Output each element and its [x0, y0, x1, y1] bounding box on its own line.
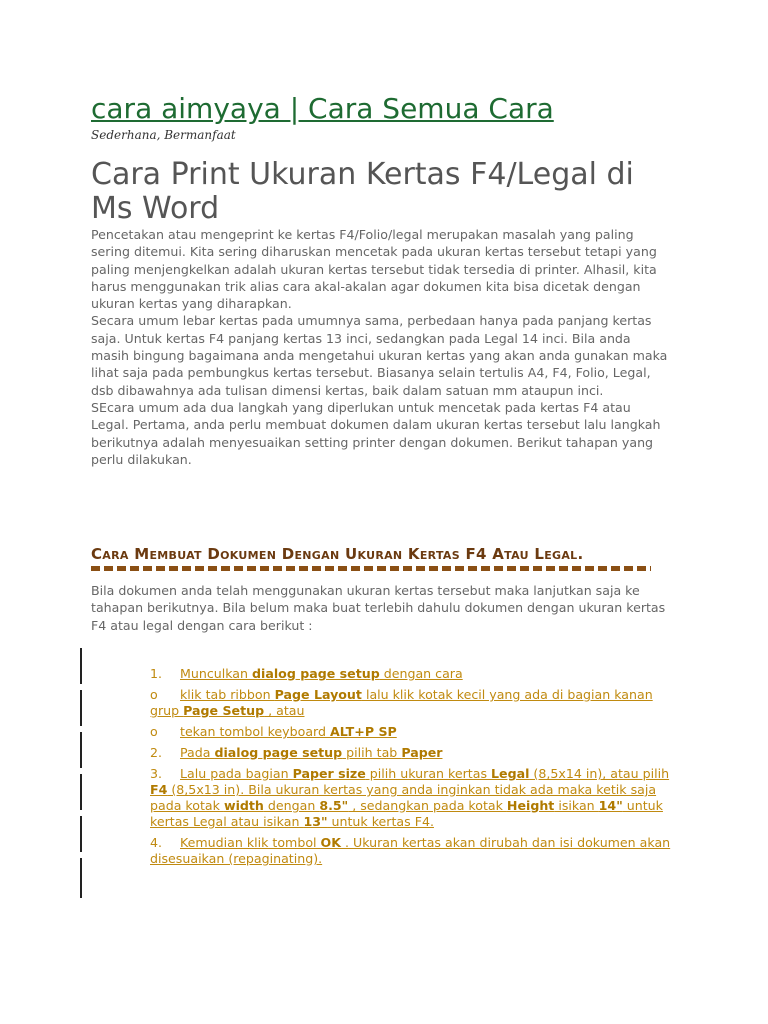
- list-text: , sedangkan pada kotak: [348, 798, 507, 813]
- list-item[interactable]: [150, 745, 680, 761]
- paragraph: Bila dokumen anda telah menggunakan ukuran kertas tersebut maka lanjutkan saja ke tahapan berikutnya. Bila belum maka buat terlebih dahulu dokumen dengan ukuran kertas F4 atau legal dengan cara berikut :: [91, 583, 666, 633]
- list-text: Kemudian klik tombol: [180, 835, 321, 850]
- list-text: lalu klik kotak kecil yang ada di bagian kanan grup: [150, 687, 653, 718]
- vertical-bar: [80, 648, 82, 684]
- list-text: tekan tombol keyboard: [180, 724, 330, 739]
- list-marker: o: [150, 724, 158, 739]
- dashed-divider: [91, 566, 651, 571]
- bold-term: Paper size: [292, 766, 366, 781]
- list-text: isikan: [554, 798, 599, 813]
- list-text: Lalu pada bagian: [180, 766, 293, 781]
- bold-term: Height: [506, 798, 555, 813]
- list-marker: o: [150, 687, 158, 702]
- paragraph: SEcara umum ada dua langkah yang diperlukan untuk mencetak pada kertas F4 atau Legal. Pertama, anda perlu membuat dokumen dalam ukuran kertas tersebut lalu langkah berikutnya adalah menyesuaikan setting printer dengan dokumen. Berikut tahapan yang perlu dilakukan.: [91, 399, 661, 467]
- list-text: dengan cara: [379, 666, 463, 681]
- bold-term: Page Setup: [183, 703, 265, 718]
- list-text: pilih tab: [342, 745, 402, 760]
- vertical-bar: [80, 858, 82, 898]
- list-text: untuk kertas Legal atau isikan: [150, 798, 663, 829]
- bold-term: ALT+P SP: [330, 724, 397, 739]
- list-item[interactable]: [150, 835, 680, 867]
- post-title: Cara Print Ukuran Kertas F4/Legal di Ms Word: [91, 157, 634, 226]
- bold-term: Page Layout: [274, 687, 362, 702]
- list-marker: 2.: [150, 745, 163, 760]
- bold-term: Paper: [401, 745, 443, 760]
- steps-list: [150, 666, 680, 872]
- list-item[interactable]: [150, 687, 680, 719]
- list-marker: 4.: [150, 835, 163, 850]
- list-text: pilih ukuran kertas: [365, 766, 492, 781]
- bold-term: 13": [303, 814, 328, 829]
- list-item[interactable]: [150, 724, 680, 740]
- list-text: Pada: [180, 745, 215, 760]
- bold-term: dialog page setup: [252, 666, 380, 681]
- paragraph: Pencetakan atau mengeprint ke kertas F4/Folio/legal merupakan masalah yang paling sering ditemui. Kita sering diharuskan mencetak pada ukuran kertas tersebut tetapi yang paling menjengkelkan adalah ukuran kertas tersebut tidak tersedia di printer. Alhasil, kita harus menggunakan trik alias cara akal-akalan agar dokumen kita bisa dicetak dengan ukuran kertas yang diharapkan.: [91, 227, 657, 312]
- list-text: untuk kertas F4.: [327, 814, 434, 829]
- list-item[interactable]: [150, 666, 680, 682]
- list-text: klik tab ribbon: [180, 687, 275, 702]
- bold-term: OK: [320, 835, 341, 850]
- section-heading: Cara Membuat Dokumen Dengan Ukuran Kertas F4 Atau Legal.: [91, 545, 584, 563]
- list-item[interactable]: [150, 766, 680, 830]
- vertical-bar: [80, 690, 82, 726]
- list-text: , atau: [264, 703, 305, 718]
- bold-term: F4: [150, 782, 168, 797]
- bold-term: dialog page setup: [214, 745, 343, 760]
- list-marker: 1.: [150, 666, 163, 681]
- list-text: (8,5x14 in), atau pilih: [529, 766, 670, 781]
- vertical-bar: [80, 732, 82, 768]
- paragraph: Secara umum lebar kertas pada umumnya sama, perbedaan hanya pada panjang kertas saja. Untuk kertas F4 panjang kertas 13 inci, sedangkan pada Legal 14 inci. Bila anda masih bingung bagaimana anda mengetahui ukuran kertas yang akan anda gunakan maka lihat saja pada pembungkus kertas tersebut. Biasanya selain tertulis A4, F4, Folio, Legal, dsb dibawahnya ada tulisan dimensi kertas, baik dalam satuan mm ataupun inci.: [91, 313, 668, 398]
- bold-term: 14": [598, 798, 623, 813]
- list-marker: 3.: [150, 766, 163, 781]
- list-text: dengan: [263, 798, 320, 813]
- bold-term: width: [223, 798, 264, 813]
- list-text: . Ukuran kertas akan dirubah dan isi dokumen akan disesuaikan (repaginating).: [150, 835, 671, 866]
- vertical-bar: [80, 774, 82, 810]
- list-text: Munculkan: [180, 666, 253, 681]
- bold-term: Legal: [491, 766, 530, 781]
- vertical-bar: [80, 816, 82, 852]
- bold-term: 8.5": [319, 798, 349, 813]
- post-body: [91, 226, 669, 468]
- site-title[interactable]: cara aimyaya | Cara Semua Cara: [91, 92, 554, 125]
- section-intro: [91, 582, 669, 634]
- site-description: Sederhana, Bermanfaat: [91, 128, 236, 142]
- list-text: (8,5x13 in). Bila ukuran kertas yang anda inginkan tidak ada maka ketik saja pada kotak: [150, 782, 657, 813]
